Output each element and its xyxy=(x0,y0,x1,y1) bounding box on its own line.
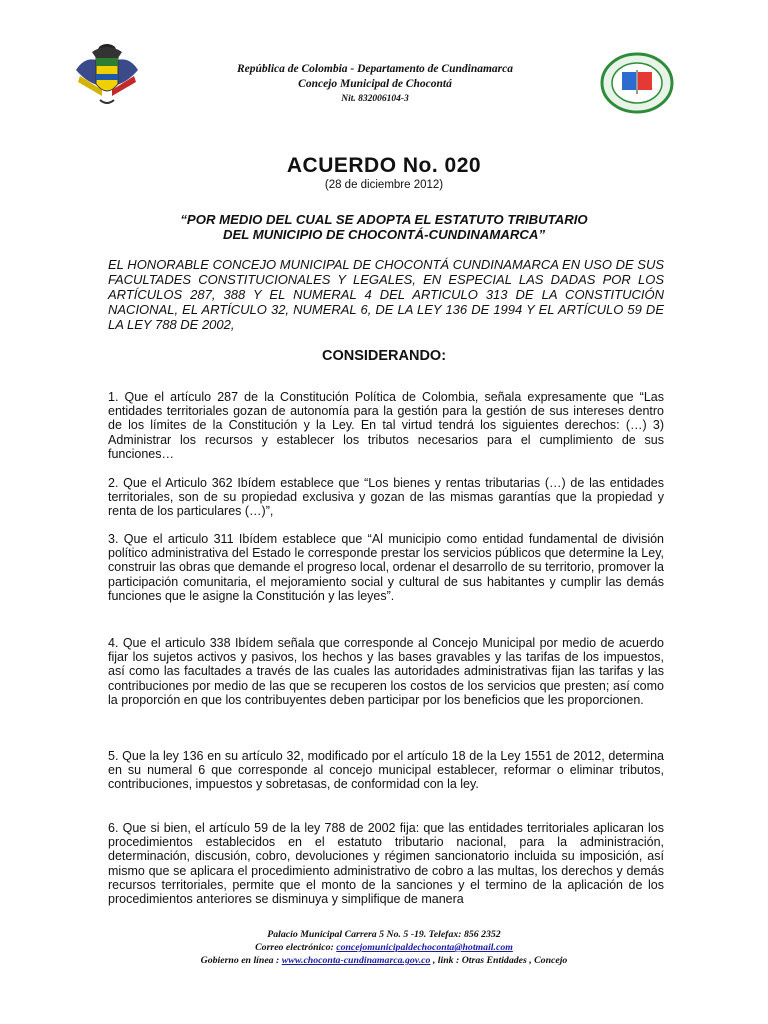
document-subject xyxy=(110,212,658,242)
concejo-seal-icon xyxy=(600,52,674,114)
footer xyxy=(100,928,668,967)
letterhead-line1: República de Colombia - Departamento de Cundinamarca xyxy=(236,63,513,75)
footer-email-link[interactable]: concejomunicipaldechoconta@hotmail.com xyxy=(336,942,513,953)
letterhead xyxy=(150,62,600,107)
footer-web-link[interactable]: www.choconta-cundinamarca.gov.co xyxy=(281,955,431,966)
paragraph-3: 3. Que el articulo 311 Ibídem establece que “Al municipio como entidad fundamental de división político administrativa del Estado le corresponde prestar los servicios públicos que determine la Ley, construir las obras que demande el progreso local, ordenar el desarrollo de su territorio, promover la participación comunitaria, el mejoramiento social y cultural de sus habitantes y cumplir las demás funciones que le asigne la Constitución y las leyes”. xyxy=(108,532,664,603)
considerando-heading: CONSIDERANDO: xyxy=(321,348,447,364)
preamble: EL HONORABLE CONCEJO MUNICIPAL DE CHOCONTÁ CUNDINAMARCA EN USO DE SUS FACULTADES CONSTITUCIONALES Y LEGALES, EN ESPECIAL LAS DADAS POR LOS ARTÍCULOS 287, 388 Y EL NUMERAL 4 DEL ARTICULO 313 DE LA CONSTITUCIÓN NACIONAL, EL ARTÍCULO 32, NUMERAL 6, DE LA LEY 136 DE 1994 Y EL ARTÍCULO 59 DE LA LEY 788 DE 2002, xyxy=(108,257,664,332)
paragraph-5: 5. Que la ley 136 en su artículo 32, modificado por el artículo 18 de la Ley 1551 de 2012, determina en su numeral 6 que corresponde al concejo municipal establecer, reformar o eliminar tributos, contribuciones, impuestos y sobretasas, de conformidad con la ley. xyxy=(108,749,664,792)
document-date: (28 de diciembre 2012) xyxy=(324,179,444,191)
footer-address: Palacio Municipal Carrera 5 No. 5 -19. Telefax: 856 2352 xyxy=(267,929,501,940)
letterhead-line2: Concejo Municipal de Chocontá xyxy=(298,78,452,90)
subject-line-1: “POR MEDIO DEL CUAL SE ADOPTA EL ESTATUTO TRIBUTARIO xyxy=(180,212,588,227)
footer-web-suffix: , link : Otras Entidades , Concejo xyxy=(430,955,568,966)
letterhead-nit: Nit. 832006104-3 xyxy=(341,94,409,104)
subject-line-2: DEL MUNICIPIO DE CHOCONTÁ-CUNDINAMARCA” xyxy=(222,227,546,242)
coat-of-arms-icon xyxy=(72,40,142,112)
footer-email-line xyxy=(100,941,668,954)
paragraph-4: 4. Que el articulo 338 Ibídem señala que corresponde al Concejo Municipal por medio de acuerdo fijar los sujetos activos y pasivos, los hechos y las bases gravables y las tarifas de los impuestos, así como las facultades a través de las cuales las autoridades administrativas fijan las tarifas y las contribuciones por medio de las que se recuperen los costos de los servicios que presten; así como la proporción en que los contribuyentes deben participar por los beneficios que les proporcionen. xyxy=(108,636,664,707)
document-title: ACUERDO No. 020 xyxy=(286,154,482,177)
paragraph-6: 6. Que si bien, el artículo 59 de la ley 788 de 2002 fija: que las entidades territoriales aplicaran los procedimientos establecidos en el estatuto tributario nacional, para la administración, determinación, discusión, cobro, devoluciones y régimen sancionatorio incluida su imposición, así mismo que se aplicara el procedimiento administrativo de cobro a las multas, los derechos y demás recursos territoriales, permite que el monto de la sanciones y el termino de la aplicación de los procedimientos anteriores se disminuya y simplifique de manera xyxy=(108,821,664,907)
footer-web-label: Gobierno en línea : xyxy=(200,955,282,966)
footer-web-line xyxy=(100,954,668,967)
paragraph-1: 1. Que el artículo 287 de la Constitución Política de Colombia, señala expresamente que “Las entidades territoriales gozan de autonomía para la gestión para la gestión de sus intereses dentro de los límites de la Constitución y la Ley. En tal virtud tendrá los siguientes derechos: (…) 3) Administrar los recursos y establecer los tributos necesarios para el cumplimiento de sus funciones… xyxy=(108,390,664,461)
footer-email-label: Correo electrónico: xyxy=(255,942,337,953)
paragraph-2: 2. Que el Articulo 362 Ibídem establece que “Los bienes y rentas tributarias (…) de las entidades territoriales, son de su propiedad exclusiva y gozan de las mismas garantías que la propiedad y renta de los particulares (…)”, xyxy=(108,476,664,519)
